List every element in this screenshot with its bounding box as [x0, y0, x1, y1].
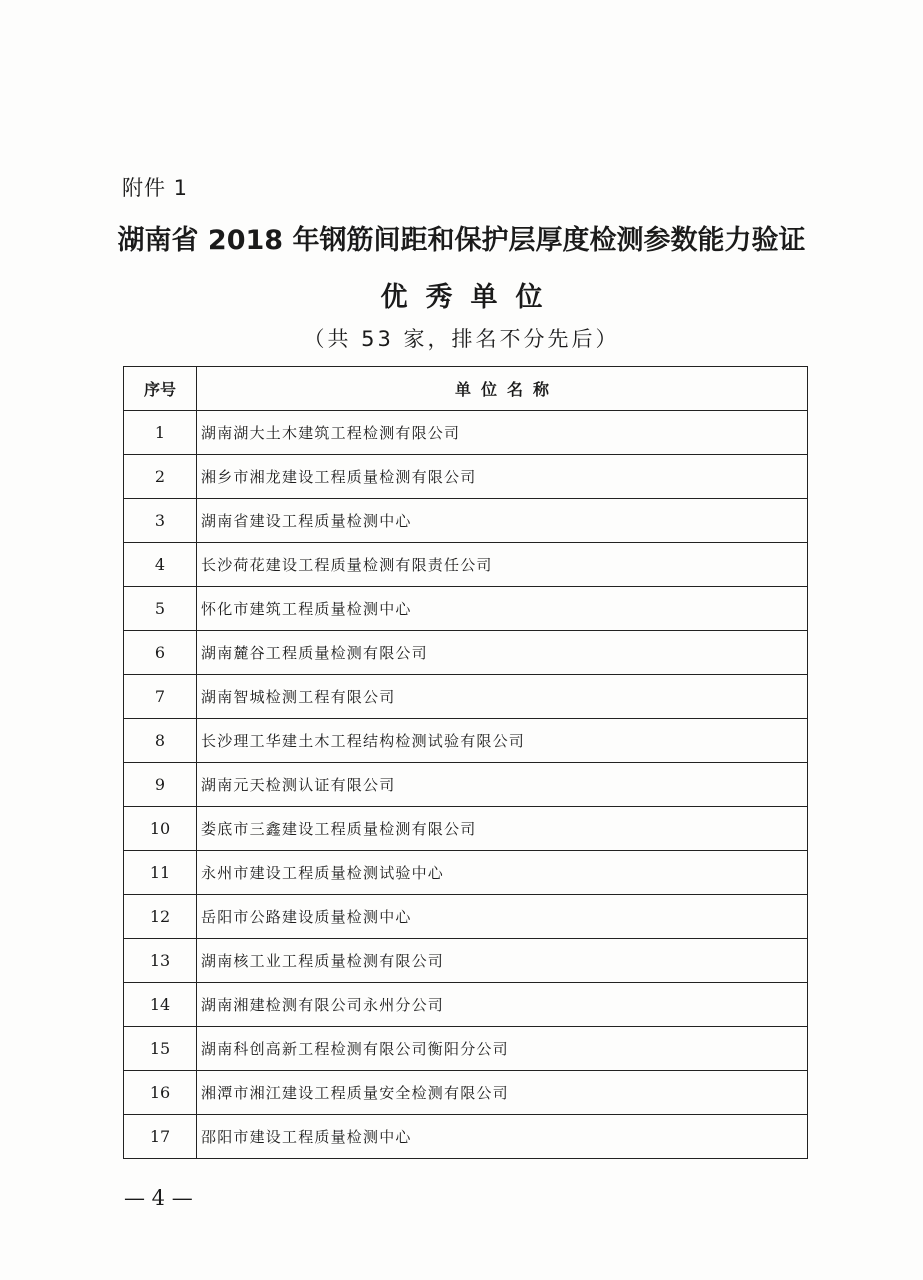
table-row — [124, 983, 808, 1027]
row-index: 10 — [124, 807, 197, 851]
document-title-line2: 优秀单位 — [380, 282, 561, 313]
table-row — [124, 851, 808, 895]
row-unit-name: 长沙荷花建设工程质量检测有限责任公司 — [197, 543, 808, 587]
row-unit-name: 娄底市三鑫建设工程质量检测有限公司 — [197, 807, 808, 851]
row-index: 16 — [124, 1071, 197, 1115]
table-row — [124, 939, 808, 983]
row-unit-name: 长沙理工华建土木工程结构检测试验有限公司 — [197, 719, 808, 763]
row-unit-name: 邵阳市建设工程质量检测中心 — [197, 1115, 808, 1159]
header-name: 单位名称 — [197, 367, 808, 411]
row-index: 9 — [124, 763, 197, 807]
units-table — [123, 366, 808, 1159]
table-row — [124, 807, 808, 851]
row-index: 4 — [124, 543, 197, 587]
page-number: — 4 — — [124, 1186, 193, 1210]
document-title: 湖南省 2018 年钢筋间距和保护层厚度检测参数能力验证 — [117, 225, 806, 256]
table-row — [124, 719, 808, 763]
row-unit-name: 湖南湘建检测有限公司永州分公司 — [197, 983, 808, 1027]
row-unit-name: 湖南智城检测工程有限公司 — [197, 675, 808, 719]
document-subtitle: （共 53 家，排名不分先后） — [303, 327, 620, 351]
table-row — [124, 631, 808, 675]
row-index: 3 — [124, 499, 197, 543]
table-row — [124, 587, 808, 631]
row-index: 15 — [124, 1027, 197, 1071]
row-unit-name: 怀化市建筑工程质量检测中心 — [197, 587, 808, 631]
row-unit-name: 湘乡市湘龙建设工程质量检测有限公司 — [197, 455, 808, 499]
table-row — [124, 1115, 808, 1159]
row-index: 11 — [124, 851, 197, 895]
row-unit-name: 湘潭市湘江建设工程质量安全检测有限公司 — [197, 1071, 808, 1115]
attachment-label: 附件 1 — [122, 176, 189, 200]
row-unit-name: 湖南麓谷工程质量检测有限公司 — [197, 631, 808, 675]
row-unit-name: 湖南湖大土木建筑工程检测有限公司 — [197, 411, 808, 455]
row-index: 12 — [124, 895, 197, 939]
table-body — [124, 411, 808, 1159]
row-index: 1 — [124, 411, 197, 455]
table-row — [124, 543, 808, 587]
table-row — [124, 1027, 808, 1071]
row-unit-name: 湖南省建设工程质量检测中心 — [197, 499, 808, 543]
row-index: 14 — [124, 983, 197, 1027]
table-row — [124, 895, 808, 939]
row-index: 17 — [124, 1115, 197, 1159]
row-index: 8 — [124, 719, 197, 763]
row-unit-name: 湖南元天检测认证有限公司 — [197, 763, 808, 807]
table-row — [124, 1071, 808, 1115]
table-row — [124, 499, 808, 543]
row-index: 6 — [124, 631, 197, 675]
row-index: 5 — [124, 587, 197, 631]
row-index: 7 — [124, 675, 197, 719]
row-unit-name: 湖南核工业工程质量检测有限公司 — [197, 939, 808, 983]
row-index: 13 — [124, 939, 197, 983]
table-row — [124, 675, 808, 719]
header-index: 序号 — [124, 367, 197, 411]
table-row — [124, 411, 808, 455]
row-unit-name: 永州市建设工程质量检测试验中心 — [197, 851, 808, 895]
table-header-row — [124, 367, 808, 411]
row-index: 2 — [124, 455, 197, 499]
row-unit-name: 岳阳市公路建设质量检测中心 — [197, 895, 808, 939]
table-row — [124, 763, 808, 807]
row-unit-name: 湖南科创高新工程检测有限公司衡阳分公司 — [197, 1027, 808, 1071]
table-row — [124, 455, 808, 499]
